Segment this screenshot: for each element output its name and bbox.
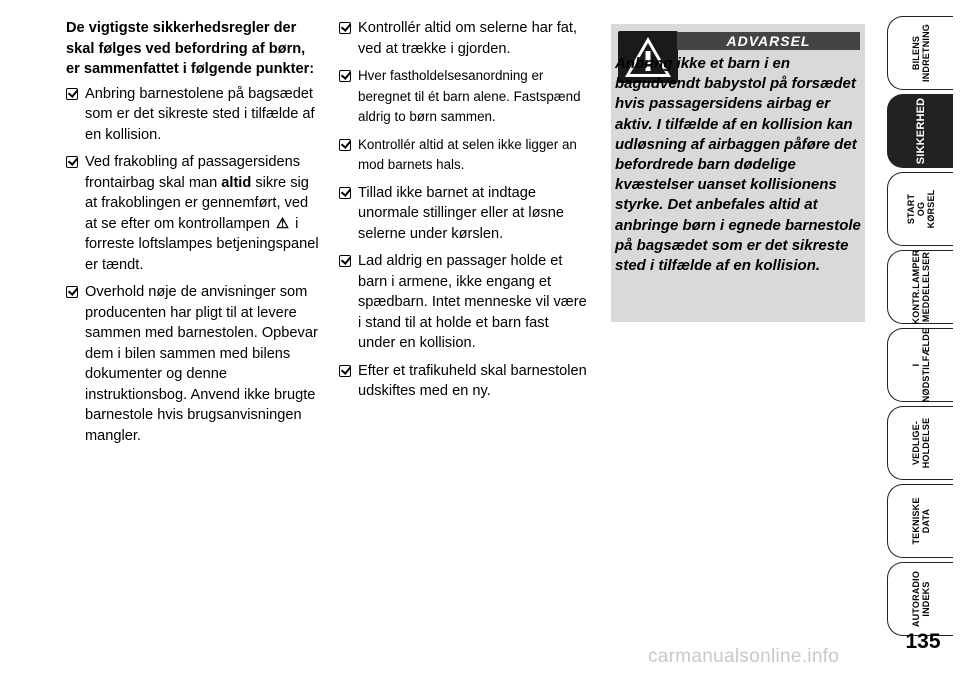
checkbox-icon bbox=[339, 187, 351, 199]
warning-text: Anbring ikke et barn i en bagudvendt babystol på forsædet hvis passagersidens airbag er aktiv. I tilfælde af en kollision kan udløsning af airbaggen påføre det befordrede barn dødelige kvæstelser uanset kollisionens styrke. Det anbefales altid at anbringe børn i egnede barnestole på bagsædet som er det sikreste sted i tilfælde af en kollision. bbox=[615, 55, 861, 275]
bullet-text: Kontrollér altid at selen ikke ligger an mod barnets hals. bbox=[358, 136, 577, 172]
page-number: 135 bbox=[905, 630, 941, 653]
bullet-text: Ved frakobling af passagersidens frontairbag skal man altid sikre sig at frakoblingen er gennemført, ved at se efter om kontrollampen ⚠ i forreste loftslampes betjeningspanel er tændt. bbox=[85, 154, 319, 273]
checkbox-icon bbox=[339, 255, 351, 267]
checkbox-icon bbox=[66, 286, 78, 298]
bullet-text: Anbring barnestolene på bagsædet som er det sikreste sted i tilfælde af en kollision. bbox=[85, 85, 315, 143]
tab-tekniske-data[interactable]: TEKNISKE DATA bbox=[887, 484, 953, 558]
intro-text: De vigtigste sikkerhedsregler der skal følges ved befordring af børn, er sammenfattet i følgende punkter: bbox=[66, 20, 315, 77]
tab-bilens-indretning[interactable]: BILENS INDRETNING bbox=[887, 16, 953, 90]
tab-i-noedstilfaelde[interactable]: I NØDSTILFÆLDE bbox=[887, 328, 953, 402]
bullet-text: Efter et trafikuheld skal barnestolen udskiftes med en ny. bbox=[358, 362, 587, 399]
bullet-item bbox=[339, 251, 590, 354]
bullet-item bbox=[339, 18, 590, 59]
bullet-text: Hver fastholdelsesanordning er beregnet til ét barn alene. Fastspænd aldrig to børn sammen. bbox=[358, 68, 581, 124]
tab-vedligeholdelse[interactable]: VEDLIGE- HOLDELSE bbox=[887, 406, 953, 480]
warning-header: ADVARSEL bbox=[677, 32, 860, 50]
watermark: carmanualsonline.info bbox=[648, 646, 840, 667]
tab-sikkerhed[interactable]: SIKKERHED bbox=[887, 94, 953, 168]
bullet-text: Overhold nøje de anvisninger som producenten har pligt til at levere sammen med barnestolen. Opbevar dem i bilen sammen med bilens dokumenter og denne instruktionsbog. Anvend ikke brugte barnestole hvis brugsanvisningen mangler. bbox=[85, 284, 318, 444]
checkbox-icon bbox=[339, 365, 351, 377]
middle-column bbox=[339, 18, 590, 409]
bullet-item bbox=[339, 361, 590, 402]
chapter-tabs bbox=[887, 0, 960, 677]
left-column bbox=[66, 18, 320, 453]
warning-box bbox=[611, 24, 865, 322]
checkbox-icon bbox=[339, 22, 351, 34]
airbag-off-lamp-icon: ⚠ bbox=[276, 215, 290, 232]
emphasis-word: altid bbox=[221, 174, 252, 191]
bullet-item bbox=[66, 282, 320, 446]
tab-start-og-koersel[interactable]: START OG KØRSEL bbox=[887, 172, 953, 246]
tab-kontrollamper[interactable]: KONTR.LAMPER MEDDELELSER bbox=[887, 250, 953, 324]
bullet-item bbox=[66, 84, 320, 146]
bullet-item bbox=[339, 66, 590, 128]
checkbox-icon bbox=[66, 88, 78, 100]
bullet-text: Lad aldrig en passager holde et barn i armene, ikke engang et spædbarn. Intet menneske vil være i stand til at holde et barn fast under en kollision. bbox=[358, 253, 587, 351]
bullet-item bbox=[66, 152, 320, 275]
bullet-item bbox=[339, 183, 590, 245]
bullet-text: Kontrollér altid om selerne har fat, ved at trække i gjorden. bbox=[358, 20, 578, 57]
checkbox-icon bbox=[339, 139, 351, 151]
bullet-text: Tillad ikke barnet at indtage unormale stillinger eller at løsne selerne under kørslen. bbox=[358, 184, 565, 242]
checkbox-icon bbox=[66, 156, 78, 168]
bullet-item bbox=[339, 135, 590, 176]
checkbox-icon bbox=[339, 70, 351, 82]
tab-autoradio-indeks[interactable]: AUTORADIO INDEKS bbox=[887, 562, 953, 636]
